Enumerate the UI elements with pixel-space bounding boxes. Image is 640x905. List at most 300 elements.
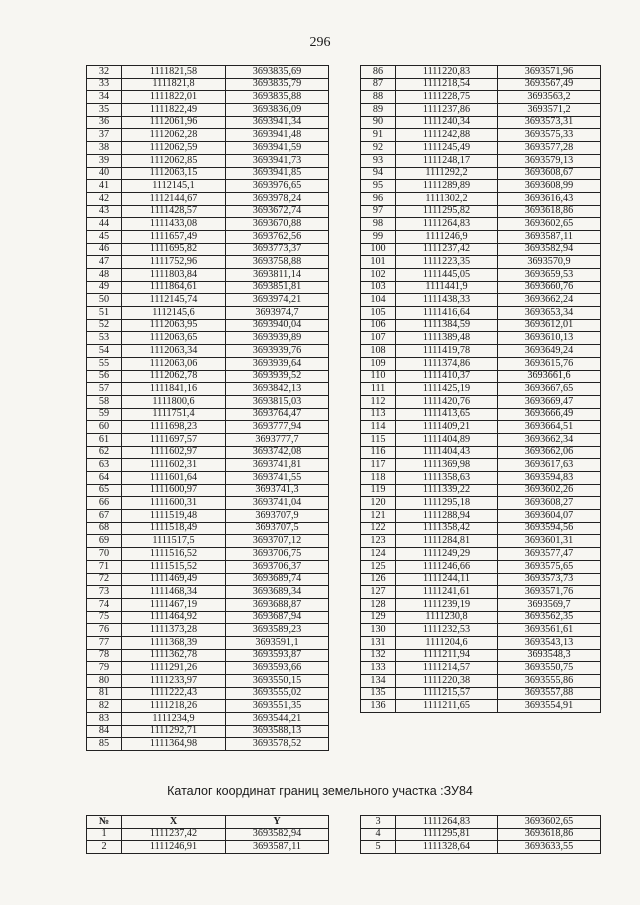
point-number: 116 <box>361 446 396 459</box>
y-coordinate: 3693589,23 <box>226 624 329 637</box>
table-row <box>87 129 329 142</box>
y-coordinate: 3693741,55 <box>226 472 329 485</box>
x-coordinate: 1111237,42 <box>122 828 226 841</box>
table-row <box>361 91 601 104</box>
y-coordinate: 3693555,02 <box>226 687 329 700</box>
x-coordinate: 1111695,82 <box>122 243 226 256</box>
x-coordinate: 1111657,49 <box>122 230 226 243</box>
table-row <box>361 497 601 510</box>
x-coordinate: 1111289,89 <box>396 180 498 193</box>
x-coordinate: 1111697,57 <box>122 433 226 446</box>
table-row <box>361 66 601 79</box>
point-number: 124 <box>361 548 396 561</box>
table-row <box>87 649 329 662</box>
point-number: 63 <box>87 459 122 472</box>
x-coordinate: 1112063,06 <box>122 357 226 370</box>
x-coordinate: 1111433,08 <box>122 218 226 231</box>
table-row <box>361 142 601 155</box>
x-coordinate: 1111220,83 <box>396 66 498 79</box>
point-number: 40 <box>87 167 122 180</box>
table-row <box>361 370 601 383</box>
point-number: 2 <box>87 841 122 854</box>
point-number: 110 <box>361 370 396 383</box>
y-coordinate: 3693773,37 <box>226 243 329 256</box>
y-coordinate: 3693577,47 <box>498 548 601 561</box>
table-row <box>87 370 329 383</box>
point-number: 88 <box>361 91 396 104</box>
table-row <box>361 573 601 586</box>
table-row <box>361 649 601 662</box>
point-number: 80 <box>87 675 122 688</box>
x-coordinate: 1111358,42 <box>396 522 498 535</box>
x-coordinate: 1111288,94 <box>396 510 498 523</box>
column-header-y-coordinate: Y <box>226 816 329 829</box>
y-coordinate: 3693941,48 <box>226 129 329 142</box>
y-coordinate: 3693578,52 <box>226 738 329 751</box>
table-row <box>361 230 601 243</box>
x-coordinate: 1111600,31 <box>122 497 226 510</box>
y-coordinate: 3693554,91 <box>498 700 601 713</box>
point-number: 64 <box>87 472 122 485</box>
y-coordinate: 3693543,13 <box>498 636 601 649</box>
x-coordinate: 1111220,38 <box>396 675 498 688</box>
table-row <box>87 256 329 269</box>
x-coordinate: 1111264,83 <box>396 816 498 829</box>
point-number: 102 <box>361 269 396 282</box>
table-row <box>87 510 329 523</box>
y-coordinate: 3693664,51 <box>498 421 601 434</box>
table-row <box>361 816 601 829</box>
y-coordinate: 3693976,65 <box>226 180 329 193</box>
x-coordinate: 1112063,65 <box>122 332 226 345</box>
coordinates-table-left <box>86 65 329 751</box>
y-coordinate: 3693706,75 <box>226 548 329 561</box>
point-number: 66 <box>87 497 122 510</box>
table-row <box>361 104 601 117</box>
y-coordinate: 3693575,33 <box>498 129 601 142</box>
y-coordinate: 3693707,12 <box>226 535 329 548</box>
point-number: 101 <box>361 256 396 269</box>
point-number: 5 <box>361 841 396 854</box>
y-coordinate: 3693659,53 <box>498 269 601 282</box>
x-coordinate: 1111211,65 <box>396 700 498 713</box>
y-coordinate: 3693978,24 <box>226 192 329 205</box>
point-number: 96 <box>361 192 396 205</box>
table-row <box>361 167 601 180</box>
table-row <box>87 383 329 396</box>
table-row <box>361 510 601 523</box>
point-number: 49 <box>87 281 122 294</box>
y-coordinate: 3693608,27 <box>498 497 601 510</box>
y-coordinate: 3693550,15 <box>226 675 329 688</box>
y-coordinate: 3693939,89 <box>226 332 329 345</box>
table-row <box>361 78 601 91</box>
point-number: 119 <box>361 484 396 497</box>
point-number: 136 <box>361 700 396 713</box>
table-row <box>361 446 601 459</box>
y-coordinate: 3693571,96 <box>498 66 601 79</box>
x-coordinate: 1111420,76 <box>396 395 498 408</box>
x-coordinate: 1111240,34 <box>396 116 498 129</box>
table-row <box>361 269 601 282</box>
point-number: 99 <box>361 230 396 243</box>
y-coordinate: 3693835,88 <box>226 91 329 104</box>
x-coordinate: 1111413,65 <box>396 408 498 421</box>
x-coordinate: 1111246,9 <box>396 230 498 243</box>
table-row <box>87 205 329 218</box>
table-row <box>361 243 601 256</box>
point-number: 93 <box>361 154 396 167</box>
y-coordinate: 3693550,75 <box>498 662 601 675</box>
x-coordinate: 1111600,97 <box>122 484 226 497</box>
y-coordinate: 3693777,94 <box>226 421 329 434</box>
table-row <box>87 167 329 180</box>
table-row <box>361 598 601 611</box>
y-coordinate: 3693842,13 <box>226 383 329 396</box>
x-coordinate: 1111328,64 <box>396 841 498 854</box>
point-number: 89 <box>361 104 396 117</box>
table-row <box>361 700 601 713</box>
x-coordinate: 1111374,86 <box>396 357 498 370</box>
x-coordinate: 1111228,75 <box>396 91 498 104</box>
x-coordinate: 1111358,63 <box>396 472 498 485</box>
point-number: 32 <box>87 66 122 79</box>
point-number: 95 <box>361 180 396 193</box>
y-coordinate: 3693617,63 <box>498 459 601 472</box>
y-coordinate: 3693687,94 <box>226 611 329 624</box>
table-row <box>87 687 329 700</box>
table-row <box>361 522 601 535</box>
y-coordinate: 3693582,94 <box>226 828 329 841</box>
table-row <box>87 66 329 79</box>
y-coordinate: 3693567,49 <box>498 78 601 91</box>
x-coordinate: 1111410,37 <box>396 370 498 383</box>
table-row <box>361 421 601 434</box>
x-coordinate: 1111230,8 <box>396 611 498 624</box>
point-number: 52 <box>87 319 122 332</box>
y-coordinate: 3693544,21 <box>226 713 329 726</box>
y-coordinate: 3693548,3 <box>498 649 601 662</box>
table-row <box>361 828 601 841</box>
x-coordinate: 1112062,59 <box>122 142 226 155</box>
table-row <box>361 192 601 205</box>
point-number: 97 <box>361 205 396 218</box>
point-number: 74 <box>87 598 122 611</box>
y-coordinate: 3693672,74 <box>226 205 329 218</box>
x-coordinate: 1111291,26 <box>122 662 226 675</box>
point-number: 55 <box>87 357 122 370</box>
table-row <box>87 828 329 841</box>
table-row <box>87 421 329 434</box>
table-row <box>87 408 329 421</box>
point-number: 129 <box>361 611 396 624</box>
point-number: 41 <box>87 180 122 193</box>
point-number: 45 <box>87 230 122 243</box>
x-coordinate: 1111292,71 <box>122 725 226 738</box>
table-row <box>87 560 329 573</box>
y-coordinate: 3693764,47 <box>226 408 329 421</box>
x-coordinate: 1111232,53 <box>396 624 498 637</box>
point-number: 126 <box>361 573 396 586</box>
table-row <box>87 472 329 485</box>
table-row <box>87 700 329 713</box>
point-number: 109 <box>361 357 396 370</box>
y-coordinate: 3693594,56 <box>498 522 601 535</box>
y-coordinate: 3693974,7 <box>226 307 329 320</box>
point-number: 122 <box>361 522 396 535</box>
y-coordinate: 3693777,7 <box>226 433 329 446</box>
table-row <box>87 675 329 688</box>
point-number: 132 <box>361 649 396 662</box>
point-number: 125 <box>361 560 396 573</box>
y-coordinate: 3693688,87 <box>226 598 329 611</box>
point-number: 120 <box>361 497 396 510</box>
point-number: 33 <box>87 78 122 91</box>
y-coordinate: 3693851,81 <box>226 281 329 294</box>
x-coordinate: 1112145,6 <box>122 307 226 320</box>
table-row <box>87 345 329 358</box>
point-number: 57 <box>87 383 122 396</box>
y-coordinate: 3693762,56 <box>226 230 329 243</box>
table-row <box>87 332 329 345</box>
x-coordinate: 1111821,8 <box>122 78 226 91</box>
point-number: 46 <box>87 243 122 256</box>
table-row <box>361 459 601 472</box>
x-coordinate: 1111409,21 <box>396 421 498 434</box>
y-coordinate: 3693571,2 <box>498 104 601 117</box>
y-coordinate: 3693551,35 <box>226 700 329 713</box>
x-coordinate: 1111215,57 <box>396 687 498 700</box>
x-coordinate: 1111204,6 <box>396 636 498 649</box>
table-row <box>87 192 329 205</box>
y-coordinate: 3693662,34 <box>498 433 601 446</box>
point-number: 121 <box>361 510 396 523</box>
point-number: 87 <box>361 78 396 91</box>
point-number: 35 <box>87 104 122 117</box>
coordinates-table-right <box>360 65 601 713</box>
x-coordinate: 1111222,43 <box>122 687 226 700</box>
x-coordinate: 1111516,52 <box>122 548 226 561</box>
point-number: 108 <box>361 345 396 358</box>
y-coordinate: 3693608,67 <box>498 167 601 180</box>
y-coordinate: 3693591,1 <box>226 636 329 649</box>
table-row <box>361 154 601 167</box>
y-coordinate: 3693689,34 <box>226 586 329 599</box>
y-coordinate: 3693941,73 <box>226 154 329 167</box>
table-row <box>87 522 329 535</box>
y-coordinate: 3693939,76 <box>226 345 329 358</box>
point-number: 68 <box>87 522 122 535</box>
x-coordinate: 1111237,86 <box>396 104 498 117</box>
point-number: 48 <box>87 269 122 282</box>
y-coordinate: 3693669,47 <box>498 395 601 408</box>
table-row <box>87 180 329 193</box>
table-row <box>361 624 601 637</box>
table-row <box>361 433 601 446</box>
point-number: 92 <box>361 142 396 155</box>
y-coordinate: 3693649,24 <box>498 345 601 358</box>
y-coordinate: 3693741,81 <box>226 459 329 472</box>
table-row <box>87 484 329 497</box>
point-number: 131 <box>361 636 396 649</box>
y-coordinate: 3693571,76 <box>498 586 601 599</box>
point-number: 50 <box>87 294 122 307</box>
table-row <box>87 230 329 243</box>
point-number: 53 <box>87 332 122 345</box>
x-coordinate: 1111242,88 <box>396 129 498 142</box>
table-row <box>87 433 329 446</box>
x-coordinate: 1111362,78 <box>122 649 226 662</box>
point-number: 83 <box>87 713 122 726</box>
y-coordinate: 3693835,79 <box>226 78 329 91</box>
x-coordinate: 1111295,81 <box>396 828 498 841</box>
y-coordinate: 3693563,2 <box>498 91 601 104</box>
table-row <box>87 497 329 510</box>
point-number: 86 <box>361 66 396 79</box>
x-coordinate: 1112063,15 <box>122 167 226 180</box>
table-row <box>361 332 601 345</box>
point-number: 114 <box>361 421 396 434</box>
y-coordinate: 3693562,35 <box>498 611 601 624</box>
table-row <box>361 841 601 854</box>
point-number: 111 <box>361 383 396 396</box>
y-coordinate: 3693835,69 <box>226 66 329 79</box>
y-coordinate: 3693706,37 <box>226 560 329 573</box>
table-row <box>87 662 329 675</box>
x-coordinate: 1111751,4 <box>122 408 226 421</box>
y-coordinate: 3693707,5 <box>226 522 329 535</box>
y-coordinate: 3693575,65 <box>498 560 601 573</box>
x-coordinate: 1111468,34 <box>122 586 226 599</box>
point-number: 90 <box>361 116 396 129</box>
point-number: 85 <box>87 738 122 751</box>
x-coordinate: 1111467,19 <box>122 598 226 611</box>
table-row <box>87 548 329 561</box>
table-row <box>361 662 601 675</box>
x-coordinate: 1111864,61 <box>122 281 226 294</box>
table-row <box>361 383 601 396</box>
y-coordinate: 3693815,03 <box>226 395 329 408</box>
x-coordinate: 1111389,48 <box>396 332 498 345</box>
y-coordinate: 3693618,86 <box>498 205 601 218</box>
table-row <box>361 294 601 307</box>
point-number: 130 <box>361 624 396 637</box>
zu84-table-left <box>86 815 329 854</box>
table-row <box>87 535 329 548</box>
x-coordinate: 1111404,89 <box>396 433 498 446</box>
x-coordinate: 1111441,9 <box>396 281 498 294</box>
point-number: 107 <box>361 332 396 345</box>
point-number: 62 <box>87 446 122 459</box>
column-header-x-coordinate: X <box>122 816 226 829</box>
y-coordinate: 3693742,08 <box>226 446 329 459</box>
point-number: 4 <box>361 828 396 841</box>
point-number: 100 <box>361 243 396 256</box>
x-coordinate: 1111233,97 <box>122 675 226 688</box>
table-row <box>87 218 329 231</box>
point-number: 94 <box>361 167 396 180</box>
table-row <box>87 104 329 117</box>
table-row <box>87 91 329 104</box>
table-row <box>361 687 601 700</box>
point-number: 76 <box>87 624 122 637</box>
y-coordinate: 3693670,88 <box>226 218 329 231</box>
x-coordinate: 1111445,05 <box>396 269 498 282</box>
point-number: 43 <box>87 205 122 218</box>
x-coordinate: 1111752,96 <box>122 256 226 269</box>
point-number: 127 <box>361 586 396 599</box>
point-number: 82 <box>87 700 122 713</box>
point-number: 44 <box>87 218 122 231</box>
table-row <box>87 154 329 167</box>
table-row <box>87 725 329 738</box>
table-row <box>361 408 601 421</box>
table-row <box>361 345 601 358</box>
x-coordinate: 1112062,28 <box>122 129 226 142</box>
x-coordinate: 1112062,78 <box>122 370 226 383</box>
point-number: 113 <box>361 408 396 421</box>
point-number: 60 <box>87 421 122 434</box>
point-number: 72 <box>87 573 122 586</box>
y-coordinate: 3693662,06 <box>498 446 601 459</box>
x-coordinate: 1111223,35 <box>396 256 498 269</box>
table-row <box>87 395 329 408</box>
x-coordinate: 1111249,29 <box>396 548 498 561</box>
x-coordinate: 1111469,49 <box>122 573 226 586</box>
x-coordinate: 1111295,18 <box>396 497 498 510</box>
x-coordinate: 1111237,42 <box>396 243 498 256</box>
table-row <box>361 484 601 497</box>
y-coordinate: 3693836,09 <box>226 104 329 117</box>
point-number: 105 <box>361 307 396 320</box>
y-coordinate: 3693570,9 <box>498 256 601 269</box>
x-coordinate: 1111518,49 <box>122 522 226 535</box>
table-row <box>361 180 601 193</box>
x-coordinate: 1112145,74 <box>122 294 226 307</box>
point-number: 70 <box>87 548 122 561</box>
table-row <box>87 573 329 586</box>
table-row <box>361 586 601 599</box>
x-coordinate: 1111373,28 <box>122 624 226 637</box>
x-coordinate: 1111245,49 <box>396 142 498 155</box>
y-coordinate: 3693582,94 <box>498 243 601 256</box>
y-coordinate: 3693974,21 <box>226 294 329 307</box>
point-number: 123 <box>361 535 396 548</box>
y-coordinate: 3693741,3 <box>226 484 329 497</box>
y-coordinate: 3693561,61 <box>498 624 601 637</box>
x-coordinate: 1111295,82 <box>396 205 498 218</box>
x-coordinate: 1111515,52 <box>122 560 226 573</box>
table-row <box>361 611 601 624</box>
point-number: 134 <box>361 675 396 688</box>
point-number: 84 <box>87 725 122 738</box>
y-coordinate: 3693602,65 <box>498 816 601 829</box>
table-row <box>87 586 329 599</box>
x-coordinate: 1111404,43 <box>396 446 498 459</box>
x-coordinate: 1111519,48 <box>122 510 226 523</box>
point-number: 56 <box>87 370 122 383</box>
point-number: 65 <box>87 484 122 497</box>
y-coordinate: 3693602,26 <box>498 484 601 497</box>
x-coordinate: 1111698,23 <box>122 421 226 434</box>
table-row <box>87 116 329 129</box>
point-number: 133 <box>361 662 396 675</box>
x-coordinate: 1111292,2 <box>396 167 498 180</box>
x-coordinate: 1111284,81 <box>396 535 498 548</box>
x-coordinate: 1111419,78 <box>396 345 498 358</box>
table-row <box>87 738 329 751</box>
y-coordinate: 3693593,87 <box>226 649 329 662</box>
